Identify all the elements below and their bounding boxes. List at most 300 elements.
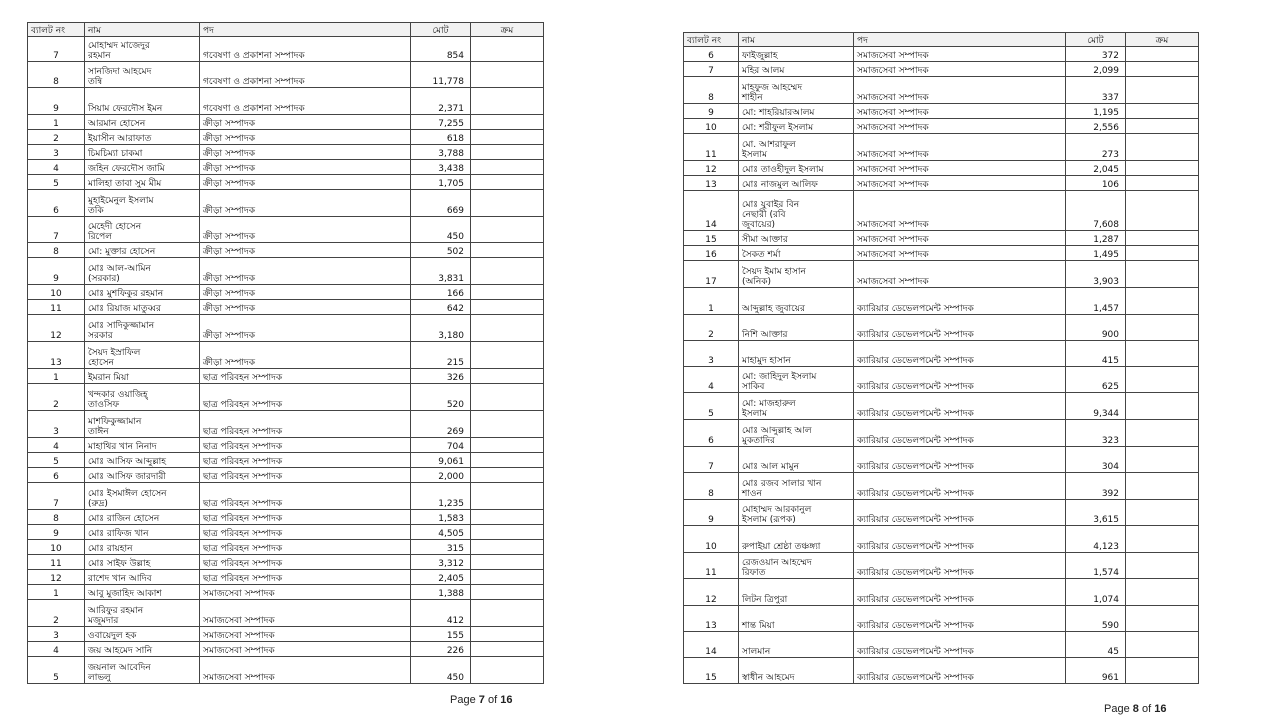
votes-cell: 3,831 (411, 258, 471, 285)
table-row (28, 175, 544, 190)
table-row (28, 627, 544, 642)
ballot-cell: 8 (28, 62, 85, 88)
name-cell: মোঃ রিয়াজ মাতুব্বর (85, 300, 200, 315)
ballot-cell: 1 (28, 585, 85, 600)
post-cell: ছাত্র পরিবহন সম্পাদক (200, 369, 411, 384)
votes-cell: 269 (411, 411, 471, 438)
name-cell: রেজওয়ান আহম্মেদ রিফাত (739, 553, 854, 579)
table-row (28, 62, 544, 88)
votes-cell: 3,615 (1066, 500, 1126, 526)
name-cell: মো: মুক্তার হোসেন (85, 243, 200, 258)
ballot-cell: 2 (28, 600, 85, 627)
table-row (684, 77, 1199, 104)
name-cell: ইমরান মিয়া (85, 369, 200, 384)
table-row (684, 500, 1199, 526)
rank-cell (1126, 119, 1199, 134)
votes-cell: 642 (411, 300, 471, 315)
table-row (28, 369, 544, 384)
table-row (28, 217, 544, 243)
post-cell: ক্যারিয়ার ডেভেলপমেন্ট সম্পাদক (854, 579, 1066, 606)
rank-header: ক্রম (471, 23, 544, 37)
ballot-cell: 13 (28, 342, 85, 369)
table-row (28, 453, 544, 468)
rank-cell (471, 438, 544, 453)
name-cell: সৈয়দ ইস্রাফিল হোসেন (85, 342, 200, 369)
post-cell: ক্রীড়া সম্পাদক (200, 145, 411, 160)
votes-cell: 226 (411, 642, 471, 657)
name-cell: সীমা আক্তার (739, 231, 854, 246)
post-cell: সমাজসেবা সম্পাদক (854, 134, 1066, 161)
name-cell: মাশফিকুজ্জামান তাঈন (85, 411, 200, 438)
name-cell: মাহফুজ আহম্মেদ শাহীন (739, 77, 854, 104)
table-row (28, 190, 544, 217)
votes-cell: 2,045 (1066, 161, 1126, 176)
votes-cell: 323 (1066, 420, 1126, 447)
results-table (683, 32, 1199, 684)
ballot-cell: 5 (684, 393, 739, 420)
ballot-cell: 1 (28, 115, 85, 130)
votes-cell: 1,495 (1066, 246, 1126, 261)
table-row (28, 285, 544, 300)
votes-cell: 106 (1066, 176, 1126, 191)
votes-cell: 3,438 (411, 160, 471, 175)
name-cell: চিমচিম্যা চাকমা (85, 145, 200, 160)
rank-cell (1126, 231, 1199, 246)
ballot-cell: 4 (28, 642, 85, 657)
ballot-cell: 14 (684, 632, 739, 658)
rank-cell (471, 315, 544, 342)
rank-cell (1126, 473, 1199, 500)
table-row (684, 606, 1199, 632)
rank-cell (471, 411, 544, 438)
rank-cell (471, 369, 544, 384)
ballot-cell: 10 (684, 119, 739, 134)
votes-cell: 1,457 (1066, 288, 1126, 315)
table-row (684, 62, 1199, 77)
rank-cell (471, 217, 544, 243)
votes-cell: 9,344 (1066, 393, 1126, 420)
post-cell: সমাজসেবা সম্পাদক (854, 119, 1066, 134)
rank-cell (1126, 526, 1199, 553)
votes-cell: 618 (411, 130, 471, 145)
votes-cell: 4,123 (1066, 526, 1126, 553)
ballot-cell: 4 (28, 160, 85, 175)
rank-cell (471, 525, 544, 540)
ballot-header: ব্যালট নং (28, 23, 85, 37)
votes-cell: 1,705 (411, 175, 471, 190)
rank-cell (1126, 246, 1199, 261)
ballot-cell: 8 (28, 510, 85, 525)
ballot-cell: 12 (28, 315, 85, 342)
document-page-7 (0, 0, 560, 720)
ballot-cell: 8 (684, 77, 739, 104)
name-cell: সানজিদা আহমেদ তন্বি (85, 62, 200, 88)
ballot-cell: 3 (684, 341, 739, 367)
table-row (684, 119, 1199, 134)
ballot-cell: 12 (28, 570, 85, 585)
page-total: 16 (500, 694, 513, 706)
post-cell: সমাজসেবা সম্পাদক (854, 176, 1066, 191)
post-cell: ক্যারিয়ার ডেভেলপমেন্ট সম্পাদক (854, 500, 1066, 526)
post-header: পদ (854, 33, 1066, 47)
table-row (28, 160, 544, 175)
post-cell: ক্যারিয়ার ডেভেলপমেন্ট সম্পাদক (854, 632, 1066, 658)
post-cell: ছাত্র পরিবহন সম্পাদক (200, 525, 411, 540)
name-cell: মোঃ মুশফিকুর রহমান (85, 285, 200, 300)
post-cell: সমাজসেবা সম্পাদক (200, 642, 411, 657)
rank-cell (1126, 606, 1199, 632)
name-cell: আব্দুল্লাহ জুবায়ের (739, 288, 854, 315)
post-cell: ছাত্র পরিবহন সম্পাদক (200, 438, 411, 453)
name-cell: শান্ত মিয়া (739, 606, 854, 632)
rank-cell (471, 600, 544, 627)
post-cell: ক্যারিয়ার ডেভেলপমেন্ট সম্পাদক (854, 367, 1066, 393)
rank-cell (471, 258, 544, 285)
post-cell: সমাজসেবা সম্পাদক (200, 657, 411, 684)
table-row (28, 540, 544, 555)
post-cell: ছাত্র পরিবহন সম্পাদক (200, 411, 411, 438)
name-cell: জয় আহমেদ সানি (85, 642, 200, 657)
rank-header: ক্রম (1126, 33, 1199, 47)
post-cell: ক্যারিয়ার ডেভেলপমেন্ট সম্পাদক (854, 606, 1066, 632)
votes-cell: 854 (411, 37, 471, 62)
name-cell: রাশেদ খান আদিব (85, 570, 200, 585)
table-row (684, 579, 1199, 606)
name-cell: মহির আলম (739, 62, 854, 77)
rank-cell (1126, 62, 1199, 77)
post-cell: ক্রীড়া সম্পাদক (200, 130, 411, 145)
table-row (684, 191, 1199, 231)
rank-cell (471, 540, 544, 555)
post-cell: ক্রীড়া সম্পাদক (200, 115, 411, 130)
name-cell: আবু মুজাহিদ আকাশ (85, 585, 200, 600)
rank-cell (471, 190, 544, 217)
ballot-cell: 6 (684, 420, 739, 447)
post-cell: ছাত্র পরিবহন সম্পাদক (200, 555, 411, 570)
table-row (684, 231, 1199, 246)
table-row (28, 438, 544, 453)
votes-cell: 3,903 (1066, 261, 1126, 288)
post-cell: সমাজসেবা সম্পাদক (854, 231, 1066, 246)
votes-cell: 315 (411, 540, 471, 555)
name-cell: মেহেদী হোসেন রিপেল (85, 217, 200, 243)
rank-cell (471, 555, 544, 570)
votes-cell: 520 (411, 384, 471, 411)
ballot-cell: 7 (684, 447, 739, 473)
post-cell: সমাজসেবা সম্পাদক (854, 62, 1066, 77)
votes-cell: 7,255 (411, 115, 471, 130)
ballot-cell: 17 (684, 261, 739, 288)
table-row (684, 176, 1199, 191)
post-cell: ক্রীড়া সম্পাদক (200, 190, 411, 217)
votes-cell: 7,608 (1066, 191, 1126, 231)
total-header: মোট (1066, 33, 1126, 47)
ballot-cell: 2 (28, 384, 85, 411)
rank-cell (1126, 104, 1199, 119)
ballot-cell: 9 (28, 258, 85, 285)
rank-cell (471, 88, 544, 115)
table-row (28, 642, 544, 657)
table-row (28, 258, 544, 285)
post-cell: ছাত্র পরিবহন সম্পাদক (200, 570, 411, 585)
name-cell: আরিফুর রহমান মজুমদার (85, 600, 200, 627)
name-cell: সৈকত শর্মা (739, 246, 854, 261)
table-header-row (28, 23, 544, 37)
votes-cell: 273 (1066, 134, 1126, 161)
table-row (28, 315, 544, 342)
post-cell: সমাজসেবা সম্পাদক (200, 627, 411, 642)
table-row (28, 145, 544, 160)
post-cell: ক্যারিয়ার ডেভেলপমেন্ট সম্পাদক (854, 288, 1066, 315)
name-cell: মো: জাহিদুল ইসলাম সাকিব (739, 367, 854, 393)
name-cell: মোঃ আসিফ আব্দুল্লাহ (85, 453, 200, 468)
rank-cell (1126, 315, 1199, 341)
page-label: Page (450, 694, 476, 706)
post-cell: ক্রীড়া সম্পাদক (200, 243, 411, 258)
votes-cell: 900 (1066, 315, 1126, 341)
post-cell: ক্যারিয়ার ডেভেলপমেন্ট সম্পাদক (854, 526, 1066, 553)
rank-cell (1126, 161, 1199, 176)
votes-cell: 45 (1066, 632, 1126, 658)
post-cell: ক্যারিয়ার ডেভেলপমেন্ট সম্পাদক (854, 315, 1066, 341)
votes-cell: 704 (411, 438, 471, 453)
votes-cell: 3,180 (411, 315, 471, 342)
ballot-cell: 11 (684, 553, 739, 579)
votes-cell: 337 (1066, 77, 1126, 104)
table-row (684, 393, 1199, 420)
name-cell: মোঃ সাইফ উল্লাহ (85, 555, 200, 570)
votes-cell: 625 (1066, 367, 1126, 393)
table-row (684, 526, 1199, 553)
rank-cell (471, 627, 544, 642)
rank-cell (471, 342, 544, 369)
rank-cell (471, 115, 544, 130)
rank-cell (1126, 632, 1199, 658)
votes-cell: 9,061 (411, 453, 471, 468)
post-cell: সমাজসেবা সম্পাদক (854, 261, 1066, 288)
table-row (28, 585, 544, 600)
rank-cell (471, 642, 544, 657)
ballot-cell: 16 (684, 246, 739, 261)
ballot-cell: 7 (28, 37, 85, 62)
name-cell: সৈয়দ ইমাম হাসান (অনিক) (739, 261, 854, 288)
name-cell: মালিহা তাবা সুম মীম (85, 175, 200, 190)
post-cell: গবেষণা ও প্রকাশনা সম্পাদক (200, 88, 411, 115)
table-row (28, 411, 544, 438)
ballot-cell: 3 (28, 411, 85, 438)
rank-cell (1126, 47, 1199, 62)
table-row (28, 570, 544, 585)
name-cell: মো. আশরাফুল ইসলাম (739, 134, 854, 161)
rank-cell (1126, 261, 1199, 288)
votes-cell: 1,583 (411, 510, 471, 525)
ballot-cell: 9 (684, 500, 739, 526)
rank-cell (471, 657, 544, 684)
ballot-cell: 4 (684, 367, 739, 393)
table-row (28, 555, 544, 570)
table-row (28, 88, 544, 115)
table-row (684, 134, 1199, 161)
ballot-cell: 11 (684, 134, 739, 161)
ballot-cell: 6 (684, 47, 739, 62)
ballot-cell: 5 (28, 453, 85, 468)
rank-cell (1126, 288, 1199, 315)
table-row (28, 510, 544, 525)
ballot-cell: 15 (684, 658, 739, 684)
name-cell: নিশি আক্তার (739, 315, 854, 341)
post-cell: ক্যারিয়ার ডেভেলপমেন্ট সম্পাদক (854, 420, 1066, 447)
table-row (28, 37, 544, 62)
post-cell: ক্রীড়া সম্পাদক (200, 285, 411, 300)
votes-cell: 2,099 (1066, 62, 1126, 77)
ballot-cell: 5 (28, 657, 85, 684)
name-cell: মোঃ আসিফ জারদারী (85, 468, 200, 483)
votes-cell: 166 (411, 285, 471, 300)
ballot-cell: 13 (684, 176, 739, 191)
ballot-cell: 11 (28, 300, 85, 315)
ballot-cell: 12 (684, 161, 739, 176)
votes-cell: 3,312 (411, 555, 471, 570)
post-cell: ক্যারিয়ার ডেভেলপমেন্ট সম্পাদক (854, 658, 1066, 684)
name-cell: মোঃ আব্দুল্লাহ আল মুকতাদির (739, 420, 854, 447)
table-row (684, 367, 1199, 393)
table-row (684, 47, 1199, 62)
name-cell: মোঃ রাফিজ খান (85, 525, 200, 540)
ballot-cell: 7 (684, 62, 739, 77)
votes-cell: 2,405 (411, 570, 471, 585)
name-cell: রুপাইয়া শ্রেষ্ঠা তঞ্চঙ্গ্যা (739, 526, 854, 553)
name-cell: মো: শাহরিয়ারআলম (739, 104, 854, 119)
votes-cell: 372 (1066, 47, 1126, 62)
votes-cell: 2,371 (411, 88, 471, 115)
ballot-cell: 12 (684, 579, 739, 606)
table-row (684, 341, 1199, 367)
rank-cell (471, 570, 544, 585)
page-number (1104, 703, 1166, 715)
table-row (28, 657, 544, 684)
name-cell: মাহামুদ হাসান (739, 341, 854, 367)
post-cell: ক্রীড়া সম্পাদক (200, 300, 411, 315)
table-row (28, 468, 544, 483)
votes-cell: 304 (1066, 447, 1126, 473)
post-cell: ক্যারিয়ার ডেভেলপমেন্ট সম্পাদক (854, 473, 1066, 500)
rank-cell (471, 453, 544, 468)
votes-cell: 155 (411, 627, 471, 642)
rank-cell (1126, 579, 1199, 606)
post-cell: ছাত্র পরিবহন সম্পাদক (200, 384, 411, 411)
post-cell: গবেষণা ও প্রকাশনা সম্পাদক (200, 37, 411, 62)
page-current: 7 (478, 694, 485, 706)
name-cell: মো: মাজহারুল ইসলাম (739, 393, 854, 420)
name-cell: ইয়াসীন আরাফাত (85, 130, 200, 145)
post-cell: সমাজসেবা সম্পাদক (854, 47, 1066, 62)
table-row (684, 315, 1199, 341)
votes-cell: 215 (411, 342, 471, 369)
post-cell: ক্রীড়া সম্পাদক (200, 175, 411, 190)
post-cell: সমাজসেবা সম্পাদক (200, 600, 411, 627)
ballot-cell: 6 (28, 190, 85, 217)
table-body (684, 47, 1199, 684)
post-cell: ক্রীড়া সম্পাদক (200, 315, 411, 342)
rank-cell (471, 160, 544, 175)
table-row (28, 525, 544, 540)
total-header: মোট (411, 23, 471, 37)
name-cell: মোহাম্মদ মাজেদুর রহমান (85, 37, 200, 62)
post-cell: ক্যারিয়ার ডেভেলপমেন্ট সম্পাদক (854, 393, 1066, 420)
rank-cell (1126, 393, 1199, 420)
rank-cell (1126, 134, 1199, 161)
name-cell: মোঃ আল-আমিন (সরকার) (85, 258, 200, 285)
name-cell: ফাইজুল্লাহ (739, 47, 854, 62)
table-header-row (684, 33, 1199, 47)
table-row (684, 447, 1199, 473)
rank-cell (1126, 176, 1199, 191)
ballot-cell: 2 (28, 130, 85, 145)
votes-cell: 412 (411, 600, 471, 627)
post-cell: ছাত্র পরিবহন সম্পাদক (200, 483, 411, 510)
table-row (684, 553, 1199, 579)
votes-cell: 669 (411, 190, 471, 217)
table-row (684, 658, 1199, 684)
rank-cell (471, 483, 544, 510)
table-body (28, 37, 544, 684)
ballot-cell: 1 (28, 369, 85, 384)
name-cell: সালমান (739, 632, 854, 658)
ballot-cell: 1 (684, 288, 739, 315)
rank-cell (471, 468, 544, 483)
post-cell: গবেষণা ও প্রকাশনা সম্পাদক (200, 62, 411, 88)
votes-cell: 1,287 (1066, 231, 1126, 246)
table-row (684, 104, 1199, 119)
table-row (28, 115, 544, 130)
ballot-cell: 9 (28, 88, 85, 115)
rank-cell (1126, 658, 1199, 684)
name-header: নাম (739, 33, 854, 47)
name-cell: মো: শরীফুল ইসলাম (739, 119, 854, 134)
name-cell: লিটন ত্রিপুরা (739, 579, 854, 606)
post-cell: ক্যারিয়ার ডেভেলপমেন্ট সম্পাদক (854, 447, 1066, 473)
votes-cell: 1,235 (411, 483, 471, 510)
rank-cell (471, 175, 544, 190)
rank-cell (1126, 447, 1199, 473)
post-cell: ক্যারিয়ার ডেভেলপমেন্ট সম্পাদক (854, 341, 1066, 367)
votes-cell: 450 (411, 657, 471, 684)
rank-cell (471, 130, 544, 145)
votes-cell: 502 (411, 243, 471, 258)
votes-cell: 2,000 (411, 468, 471, 483)
name-cell: মোঃ যুবাইর বিন নেছারী (রবি জুবায়ের) (739, 191, 854, 231)
rank-cell (471, 510, 544, 525)
votes-cell: 392 (1066, 473, 1126, 500)
document-page-8 (660, 0, 1220, 720)
rank-cell (471, 62, 544, 88)
table-row (28, 384, 544, 411)
ballot-cell: 4 (28, 438, 85, 453)
votes-cell: 11,778 (411, 62, 471, 88)
name-cell: মোঃ ইসমাঈল হোসেন (রুদ্র) (85, 483, 200, 510)
votes-cell: 961 (1066, 658, 1126, 684)
ballot-cell: 7 (28, 217, 85, 243)
post-cell: ছাত্র পরিবহন সম্পাদক (200, 468, 411, 483)
ballot-cell: 10 (28, 285, 85, 300)
name-cell: মোঃ আল মামুন (739, 447, 854, 473)
rank-cell (1126, 191, 1199, 231)
rank-cell (471, 585, 544, 600)
table-row (684, 246, 1199, 261)
rank-cell (471, 243, 544, 258)
name-cell: মোঃ নাজমুল আলিফ (739, 176, 854, 191)
rank-cell (1126, 77, 1199, 104)
